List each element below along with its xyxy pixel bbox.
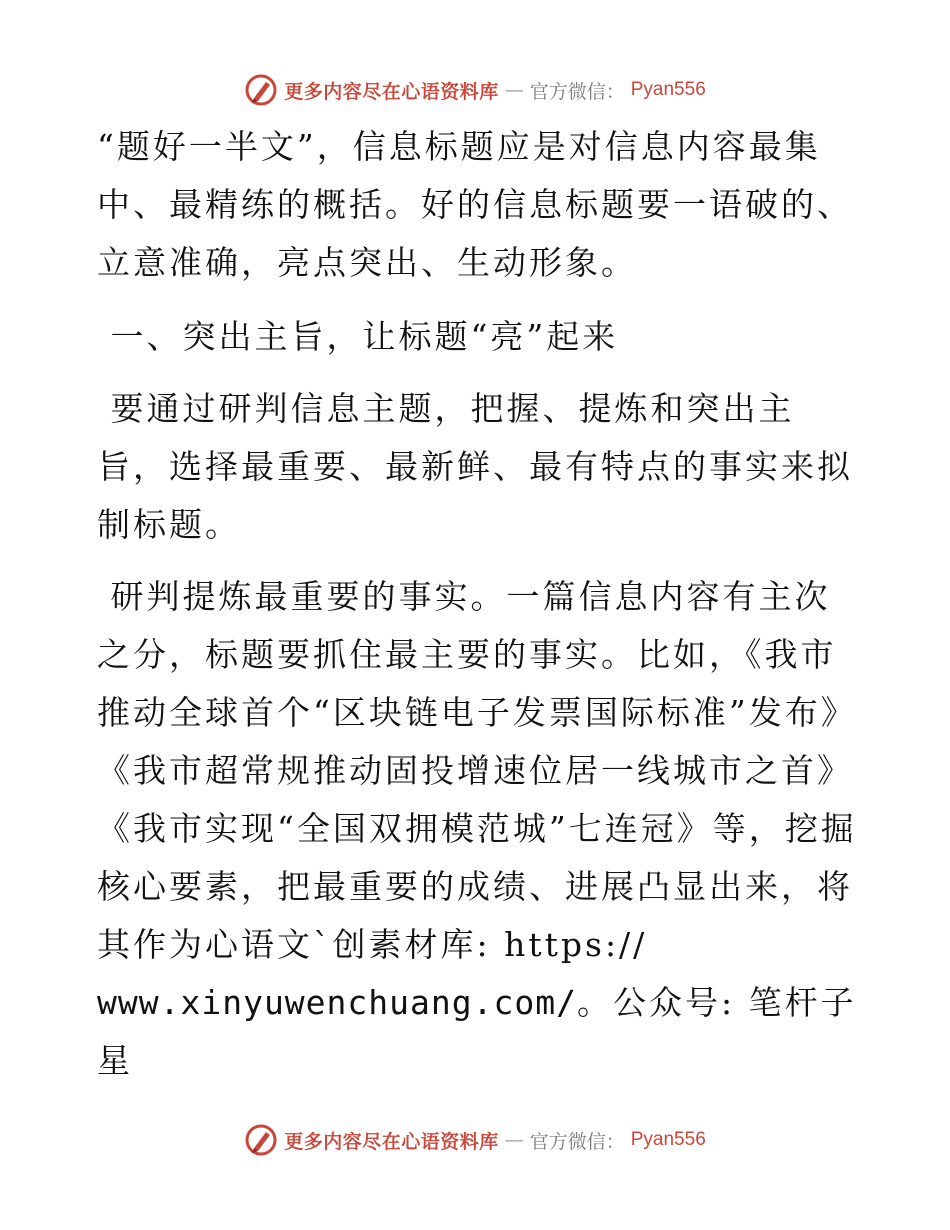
section-paragraph-1: 要通过研判信息主题，把握、提炼和突出主旨，选择最重要、最新鲜、最有特点的事实来拟制标题。: [97, 389, 853, 544]
header-banner: [0, 70, 950, 110]
section-paragraph-2: [97, 568, 857, 1090]
pen-logo-icon: [244, 1123, 278, 1157]
footer-banner: [0, 1120, 950, 1160]
header-wechat-id: Pyan556: [630, 79, 706, 100]
header-wechat-label: 官方微信：: [529, 80, 625, 103]
footer-banner-inner: [244, 1123, 706, 1157]
footer-banner-dash: —: [504, 1129, 524, 1151]
header-banner-dash: —: [504, 79, 524, 101]
document-body: [97, 118, 857, 1090]
footer-banner-text: 更多内容尽在心语资料库: [284, 1130, 499, 1153]
pen-logo-icon: [244, 73, 278, 107]
section-heading: 一、突出主旨，让标题“亮”起来: [97, 317, 619, 356]
paragraph-tail: 。公众号: 笔杆子星: [97, 983, 857, 1080]
paragraph-text: 研判提炼最重要的事实。一篇信息内容有主次之分，标题要抓住最主要的事实。比如，《我市推动全球首个“区块链电子发票国际标准”发布》《我市超常规推动固投增速位居一线城市之首》《我市实现“全国双拥模范城”七连冠》等，挖掘核心要素，把最重要的成绩、进展凸显出来，将其作为心语文`创素材库: https://: [97, 577, 857, 964]
website-url: www.xinyuwenchuang.com/: [97, 983, 577, 1022]
intro-paragraph: “题好一半文”，信息标题应是对信息内容最集中、最精练的概括。好的信息标题要一语破的、立意准确，亮点突出、生动形象。: [97, 127, 853, 282]
header-banner-inner: [244, 73, 706, 107]
footer-wechat-id: Pyan556: [630, 1129, 706, 1150]
header-banner-text: 更多内容尽在心语资料库: [284, 80, 499, 103]
footer-wechat-label: 官方微信：: [529, 1130, 625, 1153]
